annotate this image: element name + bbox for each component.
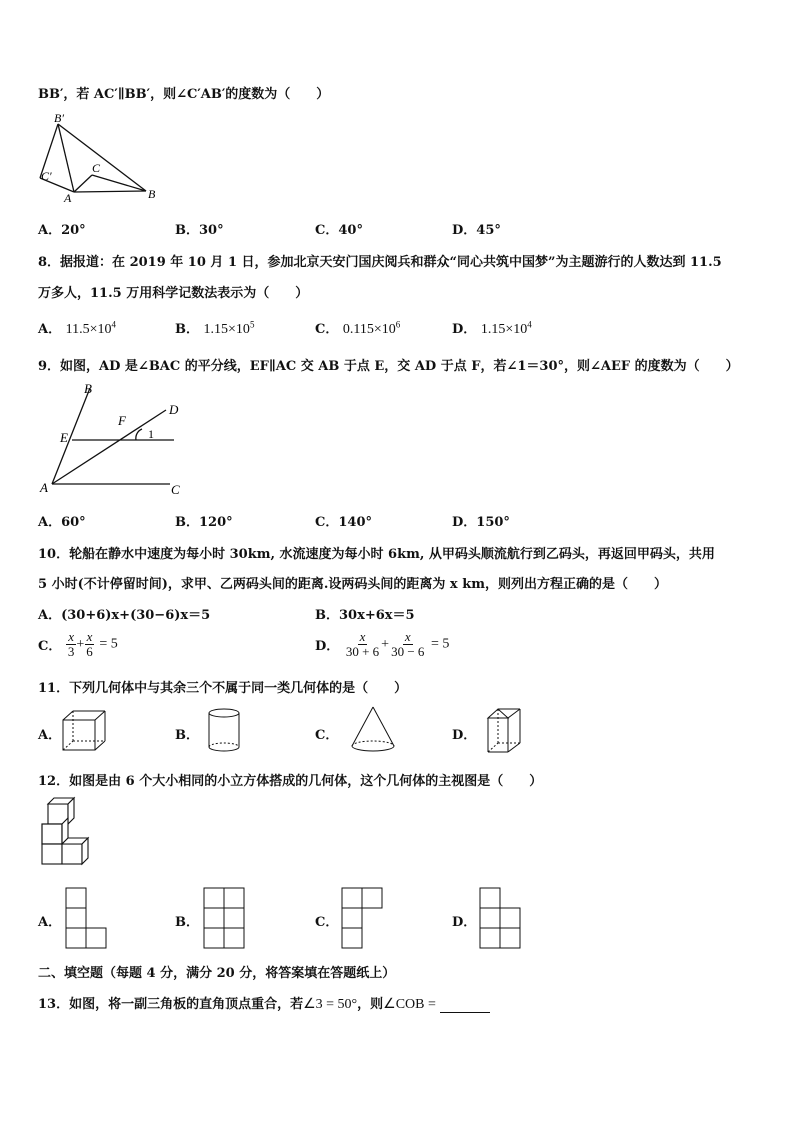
q9-label-f-visible: F [118, 413, 126, 428]
q7-label-c: C [92, 161, 101, 175]
q10-option-a[interactable]: A．(30+6)x+(30−6)x＝5 [38, 608, 211, 623]
q12-option-c-view[interactable] [340, 886, 386, 950]
q9-label-e: E [60, 430, 68, 445]
q7-label-a: A [64, 191, 72, 202]
q9-label-angle-1: 1 [148, 427, 154, 441]
q13-ask: ∠COB = [383, 997, 436, 1012]
q13-answer-blank[interactable] [440, 1000, 490, 1013]
q13-prefix: 13．如图，将一副三角板的直角顶点重合，若 [38, 997, 304, 1012]
q11-cone-icon[interactable] [348, 704, 398, 754]
q7-option-d[interactable]: D．45° [452, 223, 501, 238]
q9-option-b[interactable]: B．120° [175, 515, 233, 530]
q9-label-c: C [171, 482, 180, 497]
q10-option-b[interactable]: B．30x+6x＝5 [315, 608, 415, 623]
q7-option-a[interactable]: A．20° [38, 223, 86, 238]
q7-option-b[interactable]: B．30° [175, 223, 224, 238]
q10-option-d[interactable]: D． $\frac{x}{30 + 6}$ + $\frac{x}{30 - 6}$ = 5 [315, 629, 450, 659]
q11-cylinder-icon[interactable] [204, 706, 244, 754]
q8-option-d[interactable]: D． $1.15\times 10^4$ [452, 319, 532, 337]
q9-option-a[interactable]: A．60° [38, 515, 86, 530]
q12-option-a-view[interactable] [64, 886, 110, 950]
q9-stem: 9．如图，AD 是∠BAC 的平分线，EF∥AC 交 AB 于点 E，交 AD 于点 F，若∠1＝30°，则∠AEF 的度数为（ ） [38, 359, 739, 374]
q10-stem-line1: 10．轮船在静水中速度为每小时 30km, 水流速度为每小时 6km, 从甲码头顺流航行到乙码头，再返回甲码头，共用 [38, 547, 715, 562]
q9-option-d[interactable]: D．150° [452, 515, 510, 530]
q11-option-c-label[interactable]: C． [315, 728, 339, 743]
q9-label-d: D [169, 402, 179, 417]
section2-title: 二、填空题（每题 4 分，满分 20 分，将答案填在答题纸上） [38, 966, 396, 981]
q9-label-a: A [40, 480, 48, 495]
q8-stem-line1: 8．据报道：在 2019 年 10 月 1 日，参加北京天安门国庆阅兵和群众“同心共筑中国梦”为主题游行的人数达到 11.5 [38, 255, 722, 270]
q7-figure [38, 112, 168, 202]
q8-option-a[interactable]: A． $11.5\times 10^4$ [38, 319, 117, 337]
q8-option-c[interactable]: C． $0.115\times 10^6$ [315, 319, 401, 337]
q8-stem-line2: 万多人，11.5 万用科学记数法表示为（ ） [38, 286, 309, 301]
q12-option-b-label[interactable]: B． [175, 915, 199, 930]
q7-label-c-prime: C′ [41, 169, 52, 183]
q11-option-b-label[interactable]: B． [175, 728, 199, 743]
q12-solid-figure [38, 796, 98, 874]
q7-stem: BB′，若 AC′∥BB′，则∠C′AB′的度数为（ ） [38, 87, 330, 102]
q8-option-b[interactable]: B． $1.15\times 10^5$ [175, 319, 255, 337]
q13-mid: ，则 [357, 997, 384, 1012]
q11-triangular-prism-icon[interactable] [482, 706, 526, 756]
q13-condition: ∠3 = 50° [303, 997, 358, 1012]
q13-stem [38, 993, 490, 1013]
q10-option-c[interactable]: C． $\frac{x}{3}$ + $\frac{x}{6}$ = 5 [38, 629, 118, 659]
q11-option-d-label[interactable]: D． [452, 728, 477, 743]
q9-option-c[interactable]: C．140° [315, 515, 372, 530]
q12-stem: 12．如图是由 6 个大小相同的小立方体搭成的几何体，这个几何体的主视图是（ ） [38, 774, 543, 789]
q11-option-a-label[interactable]: A． [38, 728, 62, 743]
q11-stem: 11．下列几何体中与其余三个不属于同一类几何体的是（ ） [38, 681, 408, 696]
q7-label-b: B [148, 187, 156, 201]
q7-option-c[interactable]: C．40° [315, 223, 363, 238]
q10-stem-line2: 5 小时(不计停留时间)，求甲、乙两码头间的距离.设两码头间的距离为 x km，则列出方程正确的是（ ） [38, 577, 667, 592]
q12-option-d-view[interactable] [478, 886, 524, 950]
q12-option-d-label[interactable]: D． [452, 915, 477, 930]
q7-label-b-prime: B′ [54, 112, 64, 125]
q12-option-c-label[interactable]: C． [315, 915, 339, 930]
q12-option-a-label[interactable]: A． [38, 915, 62, 930]
q12-option-b-view[interactable] [202, 886, 248, 950]
q9-figure [38, 380, 188, 500]
q11-cube-icon[interactable] [60, 708, 110, 752]
q9-label-b: B [84, 381, 92, 396]
